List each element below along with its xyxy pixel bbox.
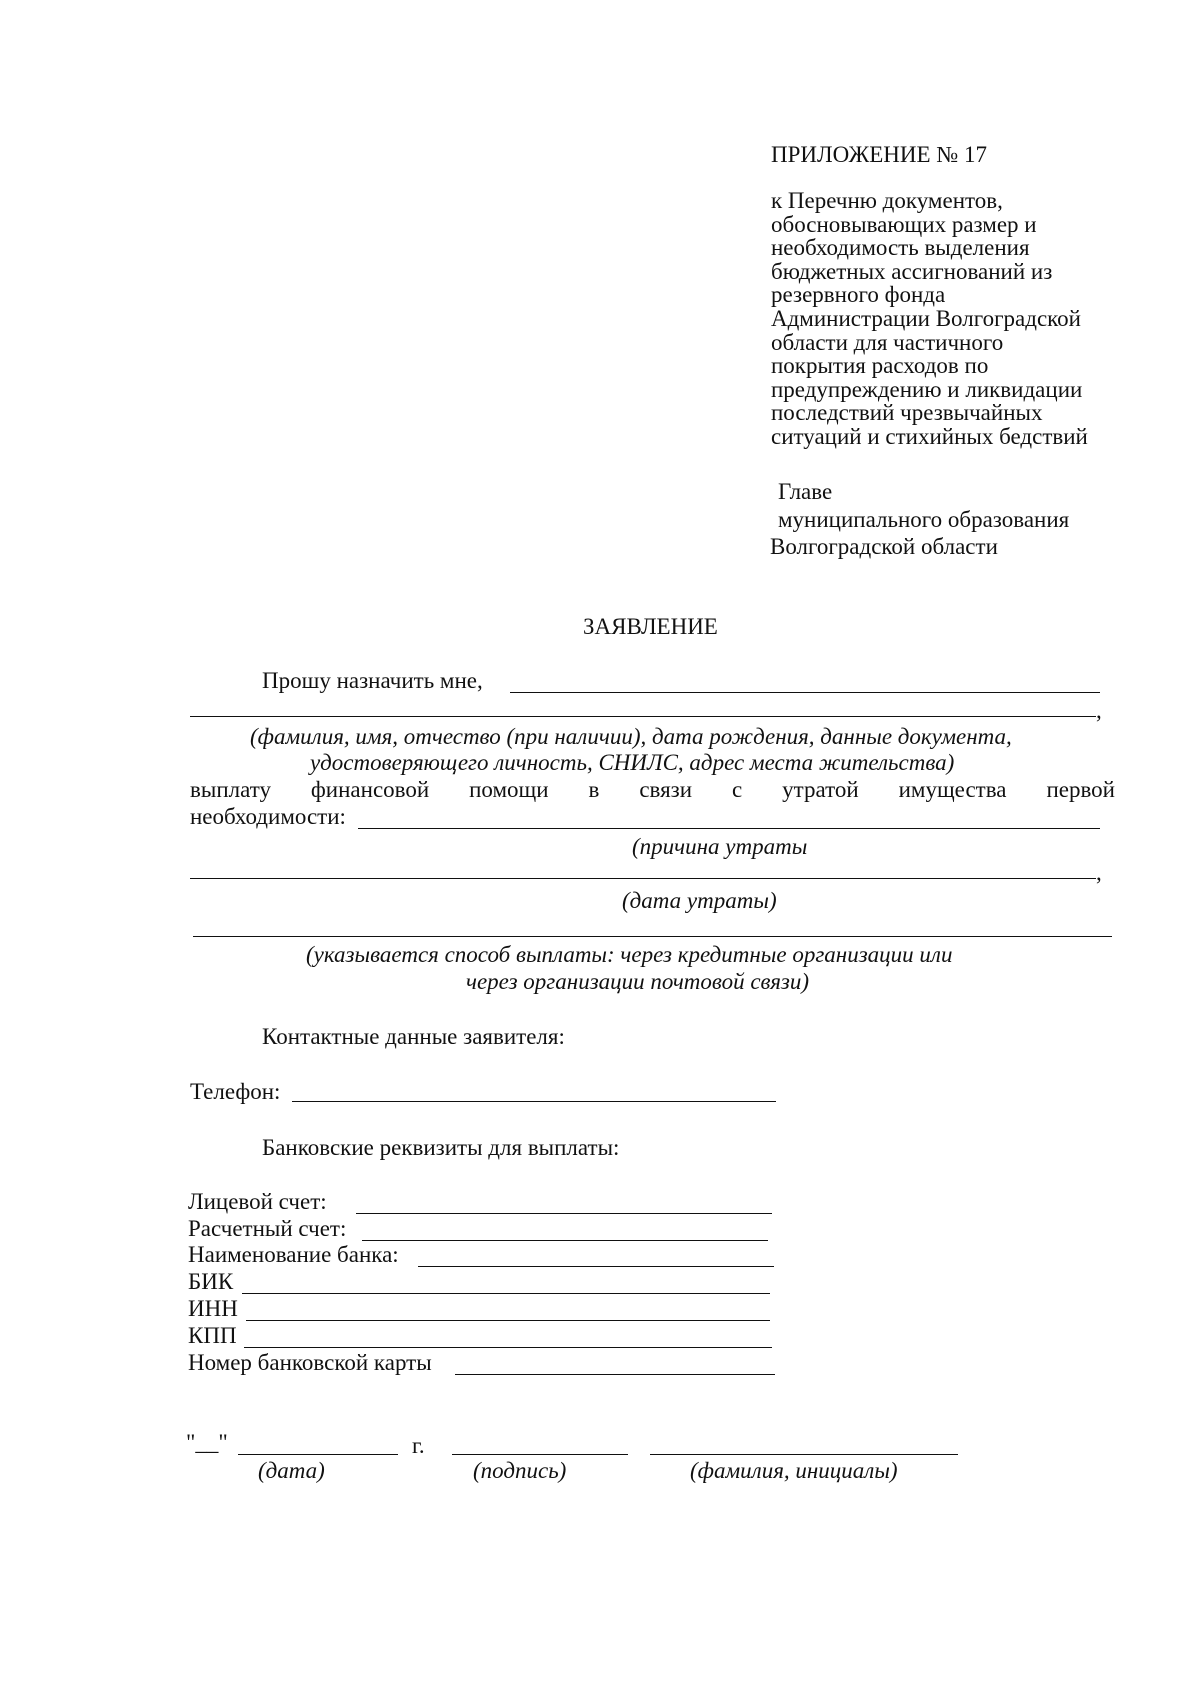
annex-line: области для частичного <box>771 329 1004 355</box>
kpp-label: КПП <box>188 1323 237 1348</box>
payment-word: выплату <box>190 777 271 802</box>
annex-line: ситуаций и стихийных бедствий <box>771 423 1088 449</box>
payment-word: с <box>732 777 743 802</box>
payment-word: в <box>588 777 600 802</box>
payment-word: помощи <box>469 777 549 802</box>
payment-word: утратой <box>782 777 859 802</box>
bik-field-line[interactable] <box>242 1293 770 1294</box>
annex-line: резервного фонда <box>771 282 946 308</box>
date-quotes: "__" <box>186 1430 228 1455</box>
contacts-heading: Контактные данные заявителя: <box>262 1024 565 1049</box>
fullname-field-line[interactable] <box>510 692 1100 693</box>
name-initials-hint: (фамилия, инициалы) <box>690 1458 898 1483</box>
name-initials-field-line[interactable] <box>650 1454 958 1455</box>
payment-word: имущества <box>898 777 1007 802</box>
loss-reason-field-line-2[interactable] <box>190 878 1096 879</box>
loss-reason-field-line[interactable] <box>358 828 1100 829</box>
person-details-field-line[interactable] <box>190 716 1096 717</box>
card-number-label: Номер банковской карты <box>188 1350 432 1375</box>
payment-word: финансовой <box>310 777 430 802</box>
annex-title: ПРИЛОЖЕНИЕ № 17 <box>771 142 988 167</box>
date-hint: (дата) <box>258 1458 325 1483</box>
annex-line: бюджетных ассигнований из <box>771 258 1053 284</box>
necessity-label: необходимости: <box>190 804 346 829</box>
payment-method-hint-1: (указывается способ выплаты: через кредитные организации или <box>306 942 953 967</box>
personal-account-field-line[interactable] <box>356 1213 772 1214</box>
annex-line: предупреждению и ликвидации <box>771 376 1083 402</box>
signature-hint: (подпись) <box>473 1458 567 1483</box>
kpp-field-line[interactable] <box>244 1347 772 1348</box>
addressee-line-2: муниципального образования <box>778 507 1070 532</box>
settlement-account-field-line[interactable] <box>362 1240 768 1241</box>
addressee-line-3: Волгоградской области <box>770 534 998 559</box>
loss-reason-hint: (причина утраты <box>632 834 808 859</box>
annex-line: к Перечню документов, <box>771 188 1003 213</box>
personal-account-label: Лицевой счет: <box>188 1189 327 1214</box>
request-lead: Прошу назначить мне, <box>262 668 483 693</box>
document-heading: ЗАЯВЛЕНИЕ <box>583 614 718 639</box>
payment-line <box>190 777 1115 803</box>
signature-field-line[interactable] <box>452 1454 628 1455</box>
bik-label: БИК <box>188 1269 234 1294</box>
payment-word: связи <box>639 777 693 802</box>
settlement-account-label: Расчетный счет: <box>188 1216 347 1241</box>
phone-label: Телефон: <box>190 1079 281 1104</box>
annex-line: обосновывающих размер и <box>771 211 1037 237</box>
payment-word: первой <box>1046 777 1115 802</box>
card-number-field-line[interactable] <box>455 1374 775 1375</box>
date-field-line[interactable] <box>238 1454 398 1455</box>
loss-date-hint: (дата утраты) <box>622 888 777 913</box>
comma-mark: , <box>1096 860 1102 885</box>
bank-heading: Банковские реквизиты для выплаты: <box>262 1135 620 1160</box>
payment-method-field-line[interactable] <box>193 936 1112 937</box>
bank-name-field-line[interactable] <box>418 1266 774 1267</box>
annex-line: Администрации Волгоградской <box>771 305 1081 331</box>
comma-mark: , <box>1096 698 1102 723</box>
inn-field-line[interactable] <box>246 1320 770 1321</box>
bank-name-label: Наименование банка: <box>188 1242 399 1267</box>
annex-line: последствий чрезвычайных <box>771 400 1043 426</box>
inn-label: ИНН <box>188 1296 238 1321</box>
phone-field-line[interactable] <box>292 1101 776 1102</box>
payment-method-hint-2: через организации почтовой связи) <box>466 969 810 994</box>
annex-reference <box>771 189 1088 449</box>
annex-line: покрытия расходов по <box>771 353 989 379</box>
person-details-hint-1: (фамилия, имя, отчество (при наличии), дата рождения, данные документа, <box>250 724 1012 749</box>
annex-line: необходимость выделения <box>771 235 1030 261</box>
person-details-hint-2: удостоверяющего личность, СНИЛС, адрес места жительства) <box>310 750 955 775</box>
year-suffix: г. <box>412 1433 425 1458</box>
addressee-line-1: Главе <box>778 479 833 504</box>
